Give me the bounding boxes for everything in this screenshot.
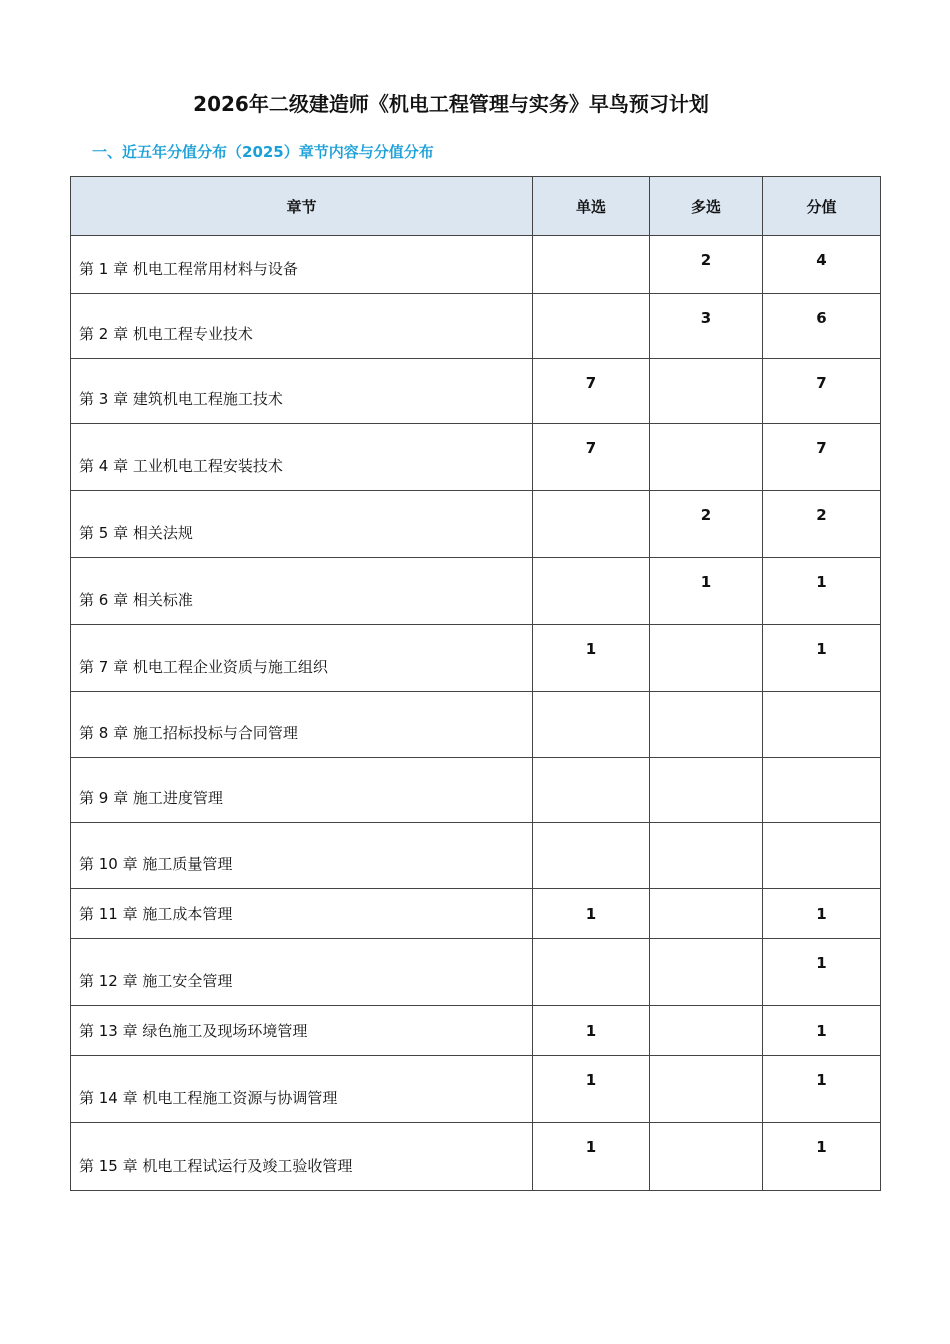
multiple-choice-cell xyxy=(650,1006,763,1056)
score-cell xyxy=(763,692,881,758)
score-cell: 6 xyxy=(763,294,881,359)
score-cell: 1 xyxy=(763,625,881,692)
chapter-cell: 第 4 章 工业机电工程安装技术 xyxy=(71,424,533,491)
header-single-choice: 单选 xyxy=(533,177,650,236)
table-row xyxy=(71,823,881,889)
table-row xyxy=(71,625,881,692)
multiple-choice-cell xyxy=(650,889,763,939)
page-title: 2026年二级建造师《机电工程管理与实务》早鸟预习计划 xyxy=(193,92,709,116)
score-cell: 7 xyxy=(763,424,881,491)
header-chapter: 章节 xyxy=(71,177,533,236)
chapter-cell: 第 12 章 施工安全管理 xyxy=(71,939,533,1006)
chapter-cell: 第 10 章 施工质量管理 xyxy=(71,823,533,889)
table-row xyxy=(71,424,881,491)
score-cell: 1 xyxy=(763,1006,881,1056)
single-choice-cell: 1 xyxy=(533,625,650,692)
score-cell xyxy=(763,758,881,823)
table-row xyxy=(71,491,881,558)
table-row xyxy=(71,758,881,823)
multiple-choice-cell: 3 xyxy=(650,294,763,359)
chapter-cell: 第 9 章 施工进度管理 xyxy=(71,758,533,823)
multiple-choice-cell xyxy=(650,1056,763,1123)
chapter-cell: 第 11 章 施工成本管理 xyxy=(71,889,533,939)
score-cell xyxy=(763,823,881,889)
chapter-cell: 第 13 章 绿色施工及现场环境管理 xyxy=(71,1006,533,1056)
chapter-cell: 第 8 章 施工招标投标与合同管理 xyxy=(71,692,533,758)
table-row xyxy=(71,1123,881,1191)
single-choice-cell xyxy=(533,236,650,294)
single-choice-cell: 1 xyxy=(533,1006,650,1056)
chapter-cell: 第 15 章 机电工程试运行及竣工验收管理 xyxy=(71,1123,533,1191)
multiple-choice-cell xyxy=(650,823,763,889)
chapter-cell: 第 7 章 机电工程企业资质与施工组织 xyxy=(71,625,533,692)
single-choice-cell: 7 xyxy=(533,424,650,491)
score-cell: 1 xyxy=(763,939,881,1006)
chapter-cell: 第 5 章 相关法规 xyxy=(71,491,533,558)
header-score: 分值 xyxy=(763,177,881,236)
single-choice-cell xyxy=(533,294,650,359)
score-cell: 1 xyxy=(763,1123,881,1191)
table-row xyxy=(71,1056,881,1123)
single-choice-cell xyxy=(533,692,650,758)
table-header-row xyxy=(71,177,881,236)
chapter-cell: 第 3 章 建筑机电工程施工技术 xyxy=(71,359,533,424)
table-row xyxy=(71,939,881,1006)
section-heading: 一、近五年分值分布（2025）章节内容与分值分布 xyxy=(92,143,434,161)
table-row xyxy=(71,359,881,424)
table-row xyxy=(71,236,881,294)
table-row xyxy=(71,889,881,939)
table-row xyxy=(71,692,881,758)
multiple-choice-cell xyxy=(650,424,763,491)
chapter-cell: 第 14 章 机电工程施工资源与协调管理 xyxy=(71,1056,533,1123)
multiple-choice-cell xyxy=(650,758,763,823)
multiple-choice-cell xyxy=(650,939,763,1006)
single-choice-cell: 1 xyxy=(533,1123,650,1191)
single-choice-cell: 1 xyxy=(533,889,650,939)
chapter-cell: 第 2 章 机电工程专业技术 xyxy=(71,294,533,359)
chapter-cell: 第 1 章 机电工程常用材料与设备 xyxy=(71,236,533,294)
multiple-choice-cell: 2 xyxy=(650,491,763,558)
single-choice-cell: 7 xyxy=(533,359,650,424)
single-choice-cell xyxy=(533,758,650,823)
multiple-choice-cell xyxy=(650,692,763,758)
multiple-choice-cell: 1 xyxy=(650,558,763,625)
multiple-choice-cell xyxy=(650,1123,763,1191)
single-choice-cell xyxy=(533,491,650,558)
chapter-cell: 第 6 章 相关标准 xyxy=(71,558,533,625)
score-cell: 4 xyxy=(763,236,881,294)
score-cell: 1 xyxy=(763,558,881,625)
single-choice-cell: 1 xyxy=(533,1056,650,1123)
score-cell: 7 xyxy=(763,359,881,424)
multiple-choice-cell: 2 xyxy=(650,236,763,294)
multiple-choice-cell xyxy=(650,359,763,424)
header-multiple-choice: 多选 xyxy=(650,177,763,236)
score-cell: 1 xyxy=(763,889,881,939)
table-row xyxy=(71,294,881,359)
single-choice-cell xyxy=(533,939,650,1006)
score-cell: 1 xyxy=(763,1056,881,1123)
score-cell: 2 xyxy=(763,491,881,558)
single-choice-cell xyxy=(533,823,650,889)
score-distribution-table xyxy=(70,176,881,1191)
multiple-choice-cell xyxy=(650,625,763,692)
single-choice-cell xyxy=(533,558,650,625)
table-row xyxy=(71,1006,881,1056)
table-row xyxy=(71,558,881,625)
